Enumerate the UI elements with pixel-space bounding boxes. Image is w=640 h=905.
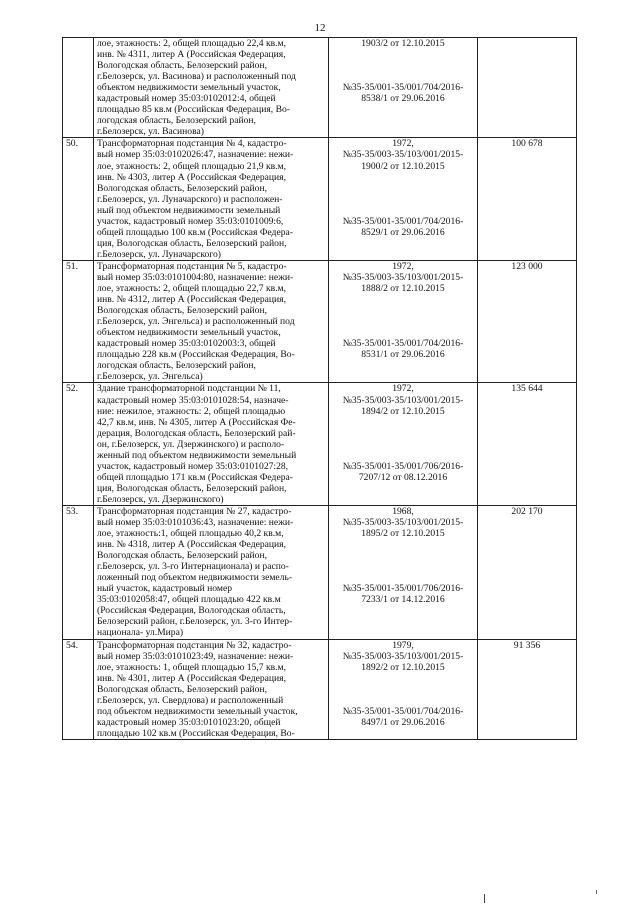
description-line: логодская область, Белозерский район, [97, 115, 256, 127]
description-line: г.Белозерск, ул. Луначарского) [97, 248, 221, 260]
description-line: площадью 228 кв.м (Российская Федерация, Во- [97, 349, 295, 361]
registration-record: №35-35/001-35/001/704/2016- [342, 705, 464, 717]
description-line: лое, этажность: 2, общей площадью 22,7 кв.м, [97, 283, 287, 295]
description-line: ный участок, кадастровый номер [97, 583, 233, 595]
description-line: г.Белозерск, ул. Энгельса) [97, 371, 203, 383]
table-row [63, 260, 577, 383]
registration-record: 1894/2 от 12.10.2015 [361, 405, 445, 417]
description-line: ложенный под объектом недвижимости земель- [97, 572, 293, 584]
registration-info [329, 639, 478, 739]
registration-record: №35-35/001-35/001/704/2016- [342, 338, 464, 350]
description-line: ние: нежилое, этажность: 2, общей площадью [97, 405, 286, 417]
description-line: Вологодская область, Белозерский район, [97, 182, 268, 194]
description-line: Трансформаторная подстанция № 32, кадастро- [97, 639, 292, 651]
balance-value: 135 644 [478, 383, 577, 506]
description-line: ция, Вологодская область, Белозерский район, [97, 237, 287, 249]
description-line: площадью 85 кв.м (Российская Федерация, Во- [97, 104, 290, 116]
registration-record: 8497/1 от 29.06.2016 [361, 716, 445, 728]
description-line: Трансформаторная подстанция № 27, кадастро- [97, 505, 292, 517]
description-line: под объектом недвижимости земельный участок, [97, 705, 298, 717]
balance-value: 91 356 [478, 639, 577, 739]
description-line: логодская область, Белозерский район, [97, 360, 256, 372]
registration-record: №35-35/003-35/103/001/2015- [342, 394, 464, 406]
description-line: дерация, Вологодская область, Белозерский рай- [97, 427, 296, 439]
table-row [63, 505, 577, 639]
object-description [94, 383, 329, 506]
description-line: 42,7 кв.м, инв. № 4305, литер А (Российская Фе- [97, 416, 296, 428]
page-number: 12 [314, 22, 326, 34]
balance-value [478, 38, 577, 138]
object-description [94, 505, 329, 639]
description-line: (Российская Федерация, Вологодская область, [97, 605, 286, 617]
description-line: 35:03:0102058:47, общей площадью 422 кв.м [97, 594, 281, 606]
registration-info [329, 138, 478, 261]
description-line: объектом недвижимости земельный участок, [97, 327, 281, 339]
table-row [63, 639, 577, 739]
description-line: г.Белозерск, ул. 3-го Интернационала) и распо- [97, 561, 289, 573]
description-line: лое, этажность: 2, общей площадью 22,4 кв.м, [97, 38, 287, 49]
commission-year: 1972, [392, 383, 414, 395]
description-line: национала- ул.Мира) [97, 627, 184, 639]
row-number: 50. [63, 138, 94, 261]
description-line: Белозерский район, г.Белозерск, ул. 3-го Интер- [97, 616, 293, 628]
description-line: г.Белозерск, ул. Дзержинского) [97, 493, 224, 505]
balance-value: 123 000 [478, 260, 577, 383]
description-line: инв. № 4303, литер А (Российская Федерация, [97, 171, 286, 183]
description-line: г.Белозерск, ул. Луначарского) и расположен- [97, 193, 283, 205]
description-line: Вологодская область, Белозерский район, [97, 60, 268, 72]
registration-record: №35-35/001-35/001/704/2016- [342, 215, 464, 227]
commission-year: 1972, [392, 260, 414, 272]
registration-info [329, 260, 478, 383]
registration-record: 7207/12 от 08.12.2016 [358, 471, 448, 483]
description-line: г.Белозерск, ул. Васинова) [97, 126, 204, 138]
table-body [63, 38, 577, 740]
description-line: Трансформаторная подстанция № 4, кадастро- [97, 138, 287, 150]
row-number: 52. [63, 383, 94, 506]
registration-info [329, 383, 478, 506]
table-row [63, 138, 577, 261]
commission-year: 1968, [392, 505, 414, 517]
description-line: кадастровый номер 35:03:0101028:54, назначе- [97, 394, 289, 406]
description-line: Трансформаторная подстанция № 5, кадастро- [97, 260, 287, 272]
row-number: 54. [63, 639, 94, 739]
description-line: общей площадью 100 кв.м (Российская Федера- [97, 226, 293, 238]
registration-record: 1895/2 от 12.10.2015 [361, 528, 445, 540]
table-row [63, 38, 577, 138]
registration-record: 8538/1 от 29.06.2016 [361, 93, 445, 105]
object-description [94, 639, 329, 739]
registration-record: №35-35/003-35/103/001/2015- [342, 271, 464, 283]
registration-record: 7233/1 от 14.12.2016 [361, 594, 445, 606]
description-line: г.Белозерск, ул. Энгельса) и расположенный под [97, 316, 295, 328]
registration-record: №35-35/003-35/103/001/2015- [342, 149, 464, 161]
description-line: кадастровый номер 35:03:0102003:3, общей [97, 338, 276, 350]
registration-record: 1888/2 от 12.10.2015 [361, 283, 445, 295]
registration-record: 1900/2 от 12.10.2015 [361, 160, 445, 172]
registration-record: №35-35/001-35/001/706/2016- [342, 583, 464, 595]
description-line: участок, кадастровый номер 35:03:0101027:28, [97, 460, 289, 472]
balance-value: 100 678 [478, 138, 577, 261]
scan-mark [596, 890, 597, 894]
commission-year: 1972, [392, 138, 414, 150]
description-line: лое, этажность: 2, общей площадью 21,9 кв.м, [97, 160, 287, 172]
description-line: женный под объектом недвижимости земельный [97, 449, 297, 461]
description-line: кадастровый номер 35:03:0101023:20, общей [97, 716, 281, 728]
registration-record: №35-35/003-35/103/001/2015- [342, 517, 464, 529]
object-description [94, 260, 329, 383]
commission-year: 1979, [392, 639, 414, 651]
description-line: он, г.Белозерск, ул. Дзержинского) и располо- [97, 438, 285, 450]
row-number: 51. [63, 260, 94, 383]
description-line: ция, Вологодская область, Белозерский район, [97, 482, 287, 494]
registration-record: 8529/1 от 29.06.2016 [361, 226, 445, 238]
description-line: объектом недвижимости земельный участок, [97, 82, 281, 94]
description-line: лое, этажность:1, общей площадью 40,2 кв.м, [97, 528, 284, 540]
description-line: вый номер 35:03:0101004:80, назначение: нежи- [97, 271, 294, 283]
registration-record: 8531/1 от 29.06.2016 [361, 349, 445, 361]
description-line: вый номер 35:03:0102026:47, назначение: нежи- [97, 149, 294, 161]
registration-record: №35-35/001-35/001/704/2016- [342, 82, 464, 94]
object-description [94, 38, 329, 138]
description-line: Вологодская область, Белозерский район, [97, 550, 268, 562]
description-line: вый номер 35:03:0101036:43, назначение: нежи- [97, 517, 294, 529]
description-line: кадастровый номер 35:03:0102012:4, общей [97, 93, 276, 105]
row-number: 53. [63, 505, 94, 639]
description-line: вый номер 35:03:0101023:49, назначение: нежи- [97, 650, 294, 662]
description-line: площадью 102 кв.м (Российская Федерация, Во- [97, 727, 295, 739]
description-line: г.Белозерск, ул. Васинова) и расположенный под [97, 71, 296, 83]
description-line: ный под объектом недвижимости земельный [97, 204, 281, 216]
description-line: Вологодская область, Белозерский район, [97, 305, 268, 317]
object-description [94, 138, 329, 261]
description-line: г.Белозерск, ул. Свердлова) и расположенный [97, 694, 284, 706]
registration-record: 1903/2 от 12.10.2015 [361, 38, 445, 49]
registration-record: №35-35/003-35/103/001/2015- [342, 650, 464, 662]
description-line: инв. № 4312, литер А (Российская Федерация, [97, 294, 286, 306]
row-number [63, 38, 94, 138]
scan-mark [484, 894, 485, 903]
registration-info [329, 505, 478, 639]
description-line: Вологодская область, Белозерский район, [97, 683, 268, 695]
description-line: инв. № 4318, литер А (Российская Федерация, [97, 539, 286, 551]
table-row [63, 383, 577, 506]
description-line: Здание трансформаторной подстанции № 11, [97, 383, 281, 395]
description-line: участок, кадастровый номер 35:03:0101009:6, [97, 215, 284, 227]
registration-record: 1892/2 от 12.10.2015 [361, 661, 445, 673]
property-registry-table [62, 37, 577, 740]
registration-record: №35-35/001-35/001/706/2016- [342, 460, 464, 472]
description-line: инв. № 4311, литер А (Российская Федерация, [97, 49, 286, 61]
balance-value: 202 170 [478, 505, 577, 639]
description-line: инв. № 4301, литер А (Российская Федерация, [97, 672, 286, 684]
description-line: лое, этажность: 1, общей площадью 15,7 кв.м, [97, 661, 287, 673]
description-line: общей площадью 171 кв.м (Российская Федера- [97, 471, 293, 483]
registration-info [329, 38, 478, 138]
